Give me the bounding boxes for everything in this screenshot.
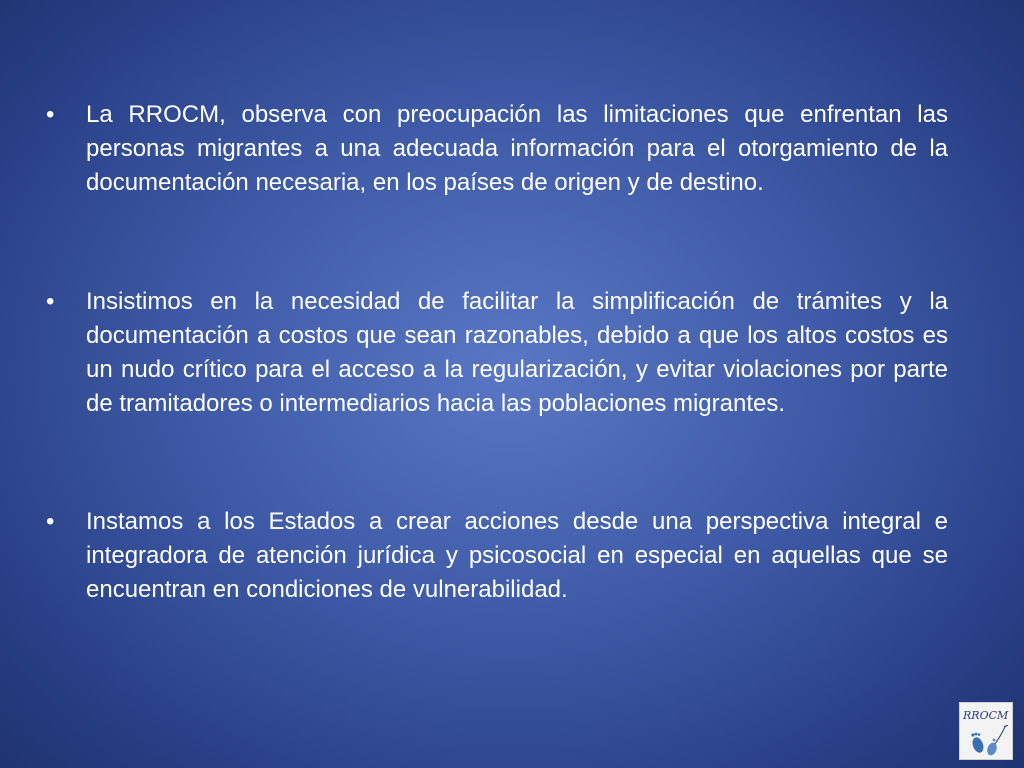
rrocm-logo bbox=[959, 702, 1013, 760]
bullet-list bbox=[46, 98, 948, 607]
bullet-item bbox=[46, 505, 948, 607]
bullet-item bbox=[46, 285, 948, 421]
logo-text: RROCM bbox=[963, 709, 1009, 722]
bullet-text: Instamos a los Estados a crear acciones desde una perspectiva integral e integradora de atención jurídica y psicosocial en especial en aquellas que se encuentran en condiciones de vulnerabilidad. bbox=[86, 508, 948, 603]
bullet-icon: • bbox=[46, 508, 55, 535]
bullet-text: Insistimos en la necesidad de facilitar la simplificación de trámites y la documentación a costos que sean razonables, debido a que los altos costos es un nudo crítico para el acceso a la regularización, y evitar violaciones por parte de tramitadores o intermediarios hacia las poblaciones migrantes. bbox=[86, 288, 948, 417]
bullet-text: La RROCM, observa con preocupación las limitaciones que enfrentan las personas migrantes a una adecuada información para el otorgamiento de la documentación necesaria, en los países de origen y de destino. bbox=[86, 101, 948, 196]
bullet-icon: • bbox=[46, 101, 55, 128]
footprints-icon bbox=[964, 725, 1010, 757]
bullet-item bbox=[46, 98, 948, 200]
bullet-icon: • bbox=[46, 288, 55, 315]
